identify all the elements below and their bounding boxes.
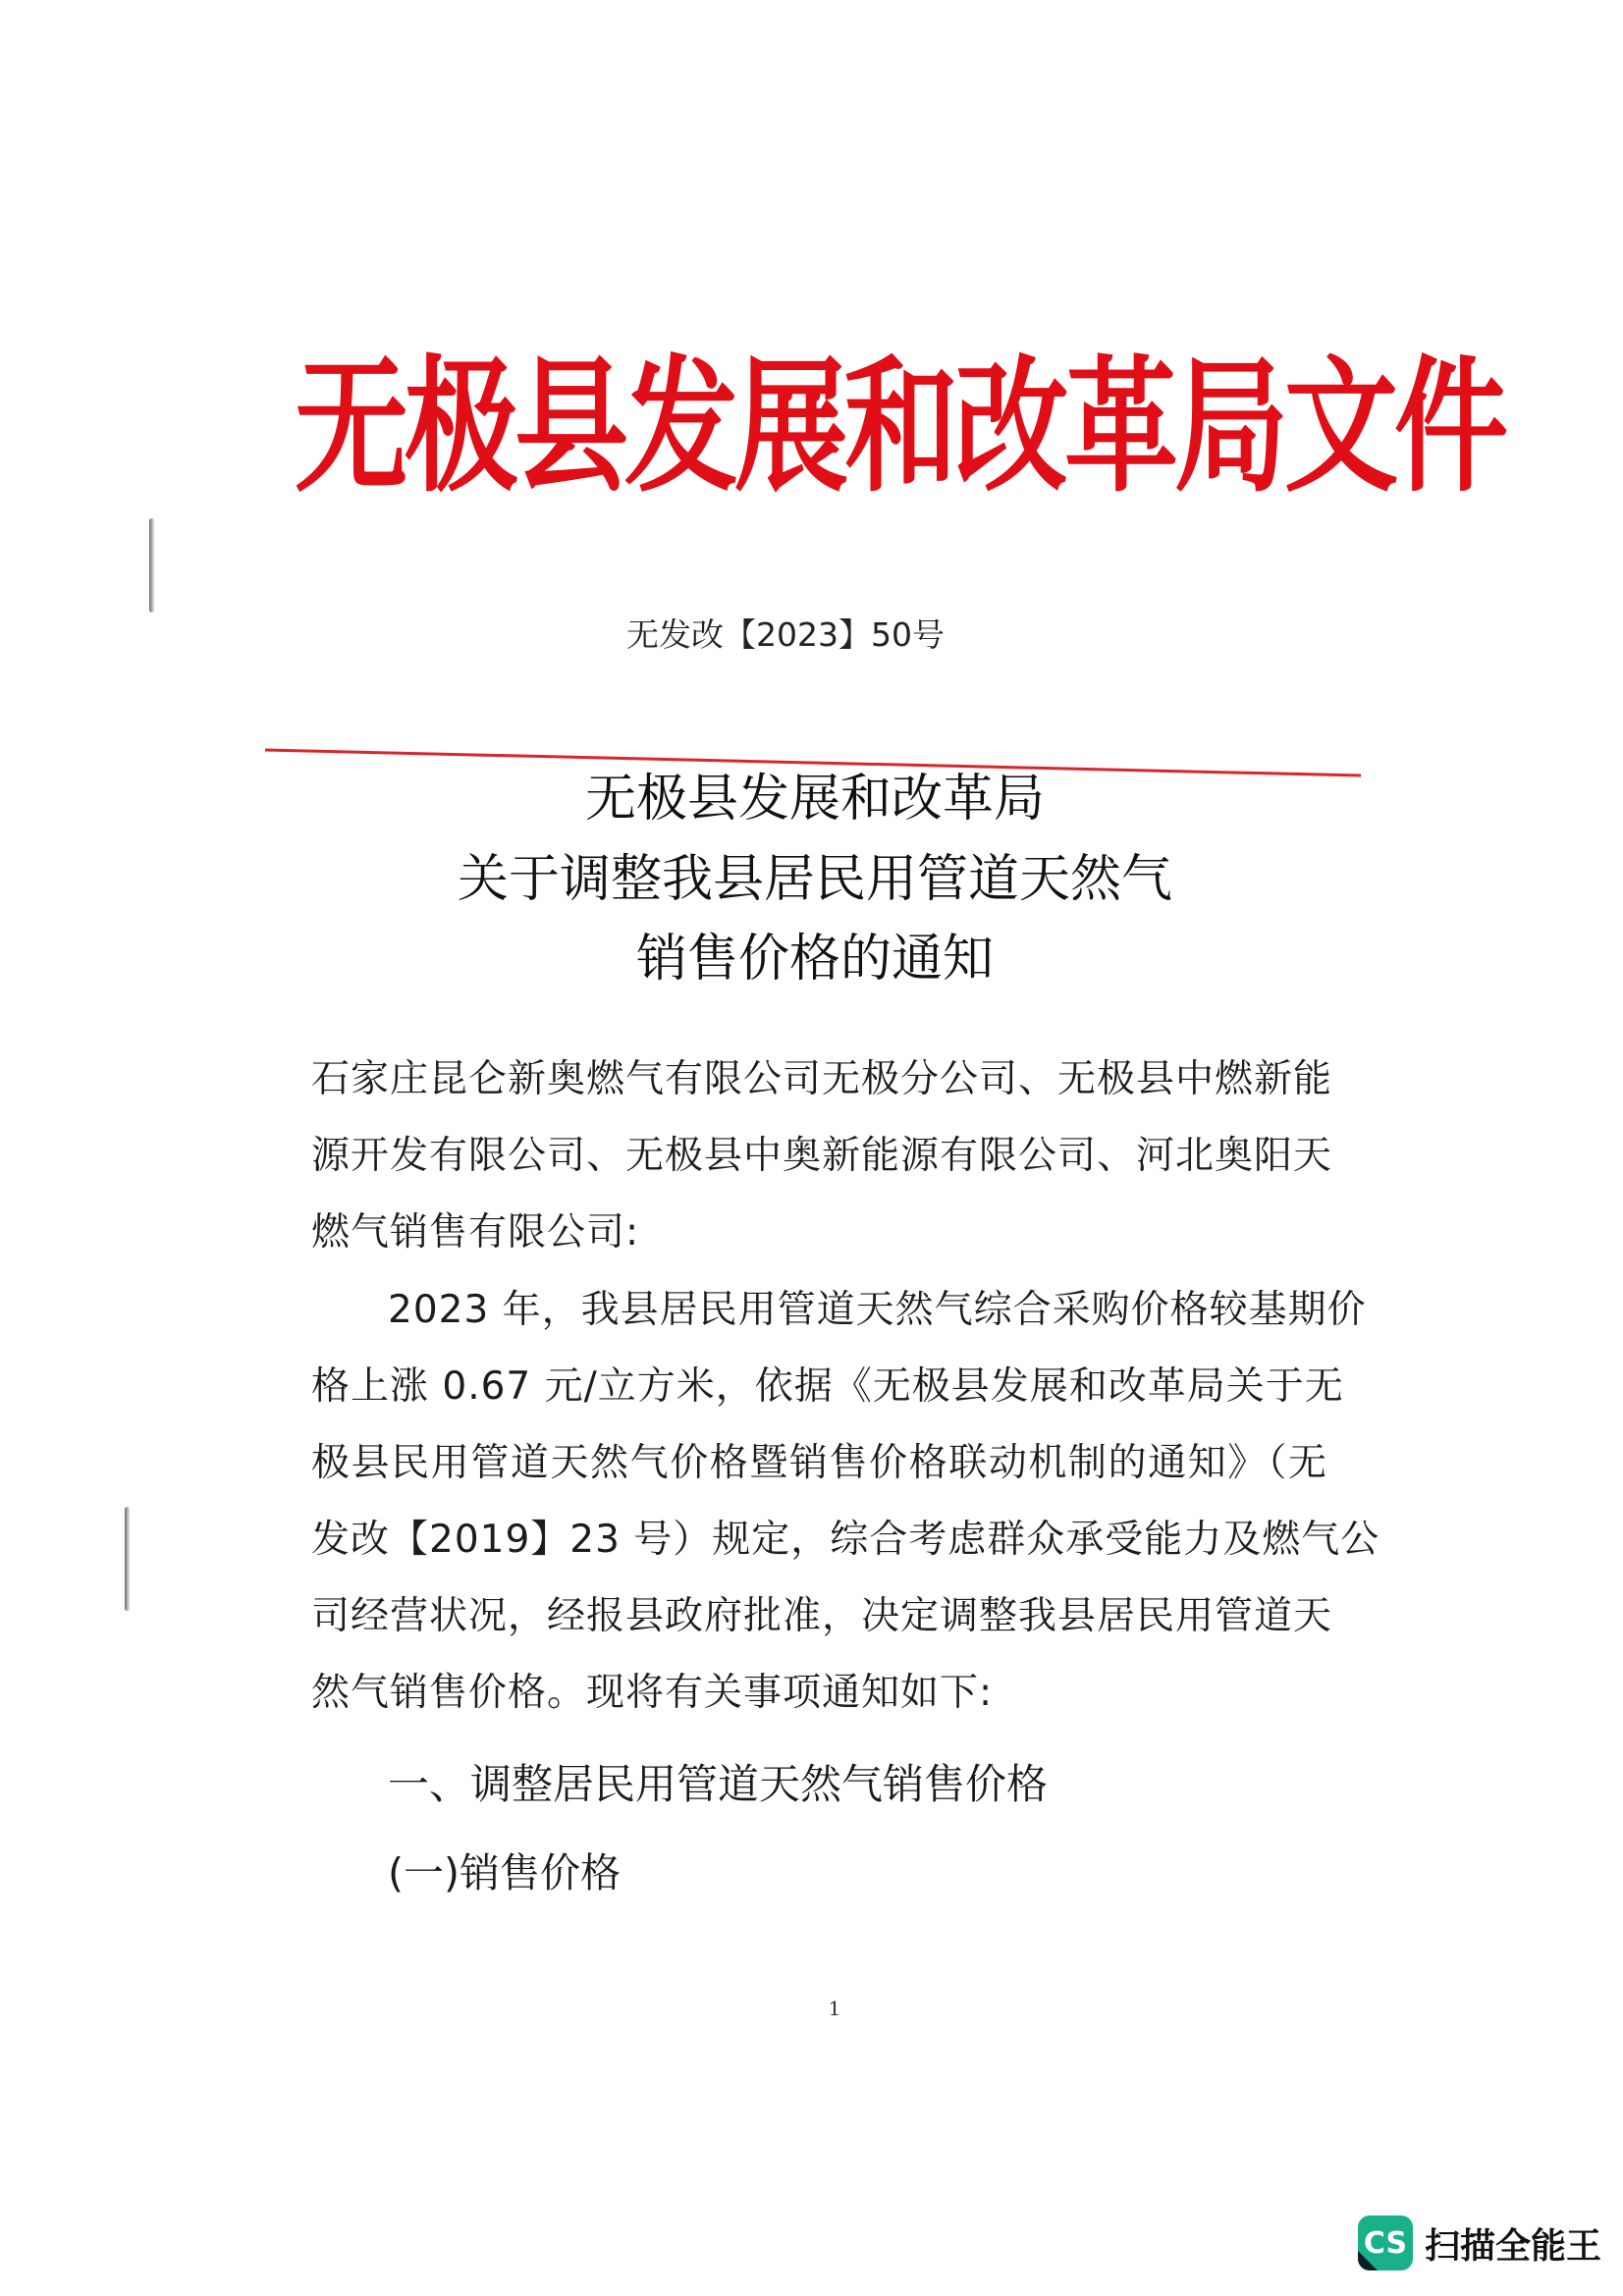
notice-title-line-3: 销售价格的通知 (635, 930, 994, 988)
body-line: 2023 年，我县居民用管道天然气综合采购价格较基期价 (388, 1288, 1367, 1332)
page-number: 1 (828, 1997, 841, 2020)
staple-mark (125, 1507, 130, 1611)
body-line: 司经营状况，经报县政府批准，决定调整我县居民用管道天 (311, 1594, 1333, 1638)
body-line: 然气销售价格。现将有关事项通知如下: (311, 1671, 994, 1715)
section-heading: 一、调整居民用管道天然气销售价格 (388, 1760, 1049, 1808)
camscanner-watermark (1358, 2214, 1601, 2272)
recipient-line: 源开发有限公司、无极县中奥新能源有限公司、河北奥阳天 (311, 1134, 1333, 1178)
recipient-line: 燃气销售有限公司: (311, 1210, 640, 1255)
camscanner-brand-text: 扫描全能王 (1425, 2225, 1602, 2267)
body-line: 发改【2019】23 号）规定，综合考虑群众承受能力及燃气公 (311, 1518, 1380, 1562)
notice-title-line-2: 关于调整我县居民用管道天然气 (457, 850, 1172, 909)
subsection-heading: (一)销售价格 (388, 1849, 621, 1896)
logo-corner-ribbon (1358, 2251, 1378, 2270)
staple-mark (149, 518, 154, 613)
recipient-line: 石家庄昆仑新奥燃气有限公司无极分公司、无极县中燃新能 (311, 1057, 1333, 1101)
document-number: 无发改【2023】50号 (626, 615, 945, 654)
notice-title-line-1: 无极县发展和改革局 (584, 770, 1045, 828)
camscanner-logo-icon (1358, 2216, 1413, 2270)
body-line: 极县民用管道天然气价格暨销售价格联动机制的通知》（无 (311, 1441, 1327, 1485)
body-line: 格上涨 0.67 元/立方米，依据《无极县发展和改革局关于无 (311, 1364, 1344, 1409)
camscanner-badge-text: CS (1363, 2225, 1408, 2261)
document-masthead: 无极县发展和改革局文件 (295, 341, 1504, 513)
